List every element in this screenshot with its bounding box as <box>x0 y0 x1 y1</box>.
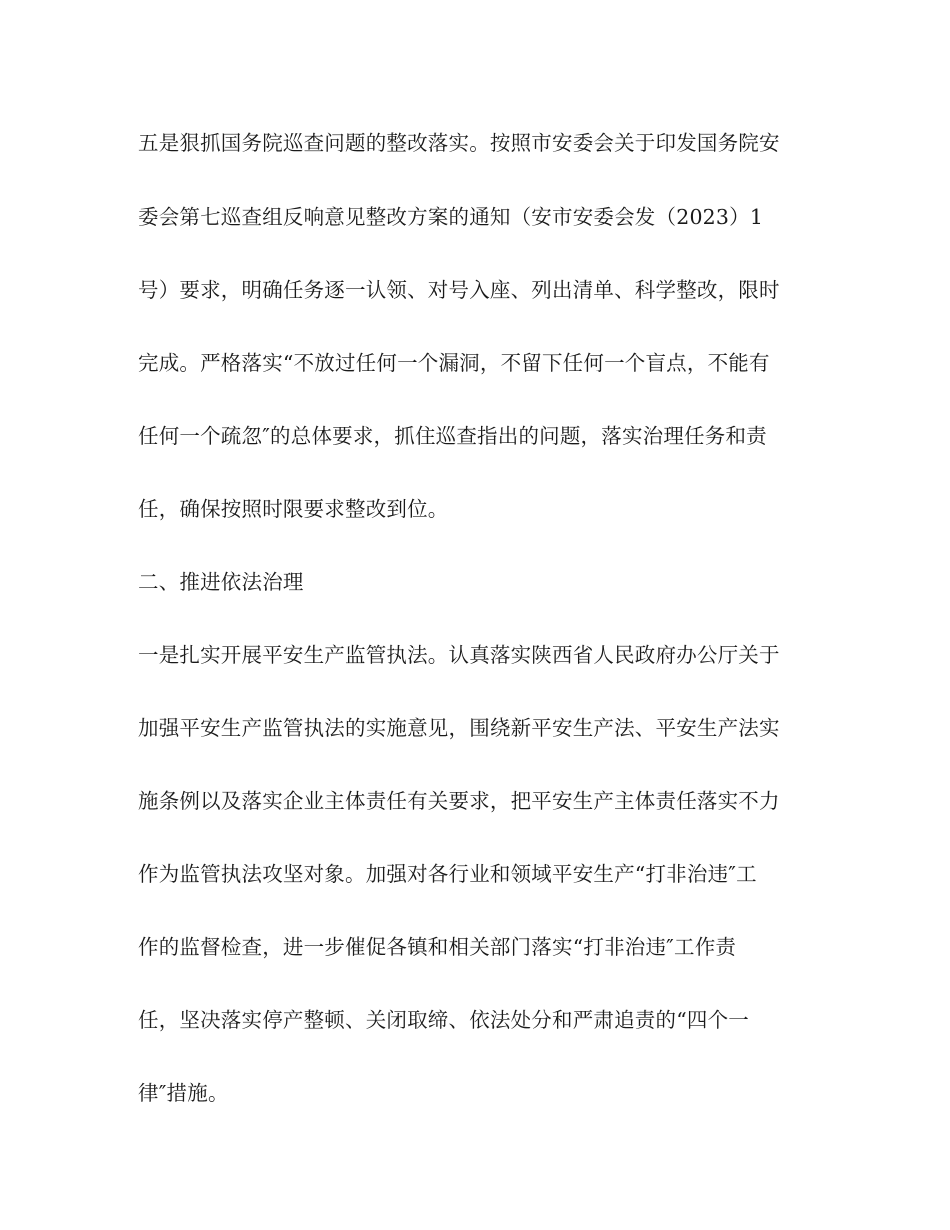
paragraph-line: 任，确保按照时限要求整改到位。 <box>138 497 449 521</box>
paragraph-line: 委会第七巡查组反响意见整改方案的通知（安市安委会发（2023）1 <box>138 205 764 229</box>
paragraph-line: 加强平安生产监管执法的实施意见，围绕新平安生产法、平安生产法实 <box>138 716 780 740</box>
paragraph-line: 一是扎实开展平安生产监管执法。认真落实陕西省人民政府办公厅关于 <box>138 643 780 667</box>
paragraph-line: 任何一个疏忽″的总体要求，抓住巡查指出的问题，落实治理任务和责 <box>138 424 767 448</box>
paragraph-line: 号）要求，明确任务逐一认领、对号入座、列出清单、科学整改，限时 <box>138 278 780 302</box>
section-heading: 二、推进依法治理 <box>138 570 304 594</box>
paragraph-line: 五是狠抓国务院巡查问题的整改落实。按照市安委会关于印发国务院安 <box>138 131 780 155</box>
paragraph-line: 任，坚决落实停产整顿、关闭取缔、依法处分和严肃追责的“四个一 <box>138 1008 749 1032</box>
paragraph-line: 律″措施。 <box>138 1081 229 1105</box>
paragraph-line: 作为监管执法攻坚对象。加强对各行业和领域平安生产“打非治违″工 <box>138 862 757 886</box>
paragraph-line: 作的监督检查，进一步催促各镇和相关部门落实“打非治违″工作责 <box>138 935 737 959</box>
paragraph-line: 施条例以及落实企业主体责任有关要求，把平安生产主体责任落实不力 <box>138 789 780 813</box>
paragraph-line: 完成。严格落实“不放过任何一个漏洞，不留下任何一个盲点，不能有 <box>138 351 770 375</box>
